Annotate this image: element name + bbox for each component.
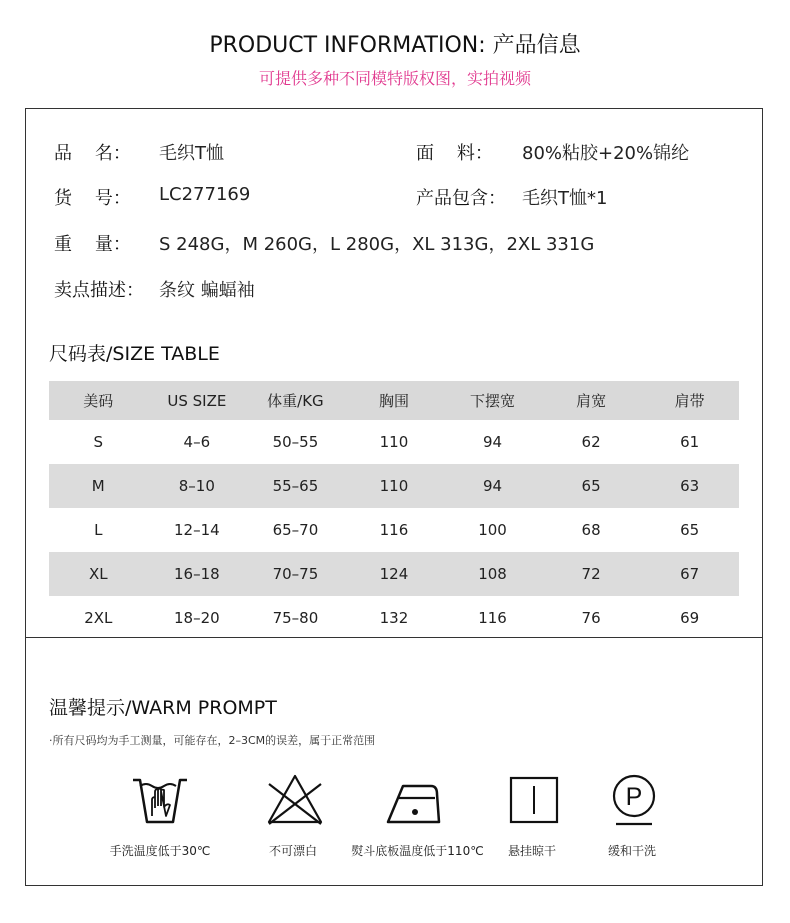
table-cell: 4–6 [183,433,211,451]
table-cell: 65–70 [272,521,319,539]
table-cell: 2XL [84,609,113,627]
table-cell: 18–20 [174,609,220,627]
measurement-note: ·所有尺码均为手工测量，可能存在，2–3CM的误差，属于正常范围 [49,734,376,747]
info-fabric-label: 面 料： [416,143,493,164]
table-header-cell: 美码 [49,381,148,420]
table-cell: 67 [640,552,739,596]
table-cell: 16–18 [148,552,247,596]
table-cell: 124 [345,552,444,596]
table-header-cell: 肩带 [640,381,739,420]
warm-prompt-title: 温馨提示/WARM PROMPT [49,697,277,719]
table-cell: 50–55 [272,433,319,451]
no-bleach-icon [265,772,325,828]
table-cell: 76 [581,609,601,627]
table-header-cell: 体重/KG [246,381,345,420]
hand-wash-label: 手洗温度低于30℃ [109,844,211,858]
line-dry-label: 悬挂晾干 [507,844,556,858]
table-cell: 108 [443,552,542,596]
table-cell: 100 [478,521,507,539]
table-header-cell: 肩宽 [542,381,641,420]
info-weight-label: 重 量： [54,234,131,255]
size-table-title: 尺码表/SIZE TABLE [49,343,220,365]
table-row [49,420,739,464]
table-cell: 55–65 [246,464,345,508]
table-row [49,464,739,508]
table-cell: 68 [581,521,601,539]
table-cell: 94 [482,433,503,451]
info-weight-value: S 248G，M 260G，L 280G，XL 313G，2XL 331G [159,234,595,255]
table-cell: 62 [581,433,601,451]
info-sku-value: LC277169 [159,184,251,205]
table-cell: 69 [680,609,700,627]
table-cell: M [49,464,148,508]
dry-clean-label: 缓和干洗 [607,844,656,858]
table-cell: 116 [379,521,409,539]
info-contents-value: 毛织T恤*1 [522,188,608,209]
table-cell: XL [49,552,148,596]
table-header-cell: 下摆宽 [443,381,542,420]
table-cell: 94 [443,464,542,508]
page-title: PRODUCT INFORMATION: 产品信息 [209,33,581,58]
info-fabric-value: 80%粘胶+20%锦纶 [522,143,690,164]
table-cell: 12–14 [174,521,220,539]
table-row [49,552,739,596]
table-row [49,596,739,640]
table-cell: 132 [379,609,409,627]
info-contents-label: 产品包含： [416,188,506,209]
table-header-cell: US SIZE [148,381,247,420]
table-cell: 65 [542,464,641,508]
info-name-label: 品 名： [54,143,131,164]
page-subtitle: 可提供多种不同模特版权图，实拍视频 [258,69,531,88]
no-bleach-label: 不可漂白 [268,844,317,858]
table-cell: 116 [478,609,507,627]
table-header-row [49,381,739,420]
table-cell: 75–80 [272,609,319,627]
table-cell: 63 [640,464,739,508]
size-table [49,381,739,640]
iron-icon [385,772,445,828]
table-row [49,508,739,552]
table-cell: 8–10 [148,464,247,508]
table-cell: L [94,521,103,539]
iron-label: 熨斗底板温度低于110℃ [351,844,484,858]
table-cell: S [93,433,104,451]
hand-wash-icon [130,772,190,828]
table-cell: 72 [542,552,641,596]
dry-clean-p-icon [602,772,662,828]
table-cell: 65 [680,521,700,539]
info-selling-value: 条纹 蝙蝠袖 [159,280,255,301]
table-cell: 70–75 [246,552,345,596]
info-selling-label: 卖点描述： [54,280,144,301]
line-dry-icon [505,772,565,828]
svg-text:P: P [625,783,643,811]
table-header-cell: 胸围 [345,381,444,420]
table-cell: 61 [680,433,700,451]
table-cell: 110 [379,433,409,451]
table-cell: 110 [345,464,444,508]
info-name-value: 毛织T恤 [159,143,224,164]
info-sku-label: 货 号： [54,188,131,209]
